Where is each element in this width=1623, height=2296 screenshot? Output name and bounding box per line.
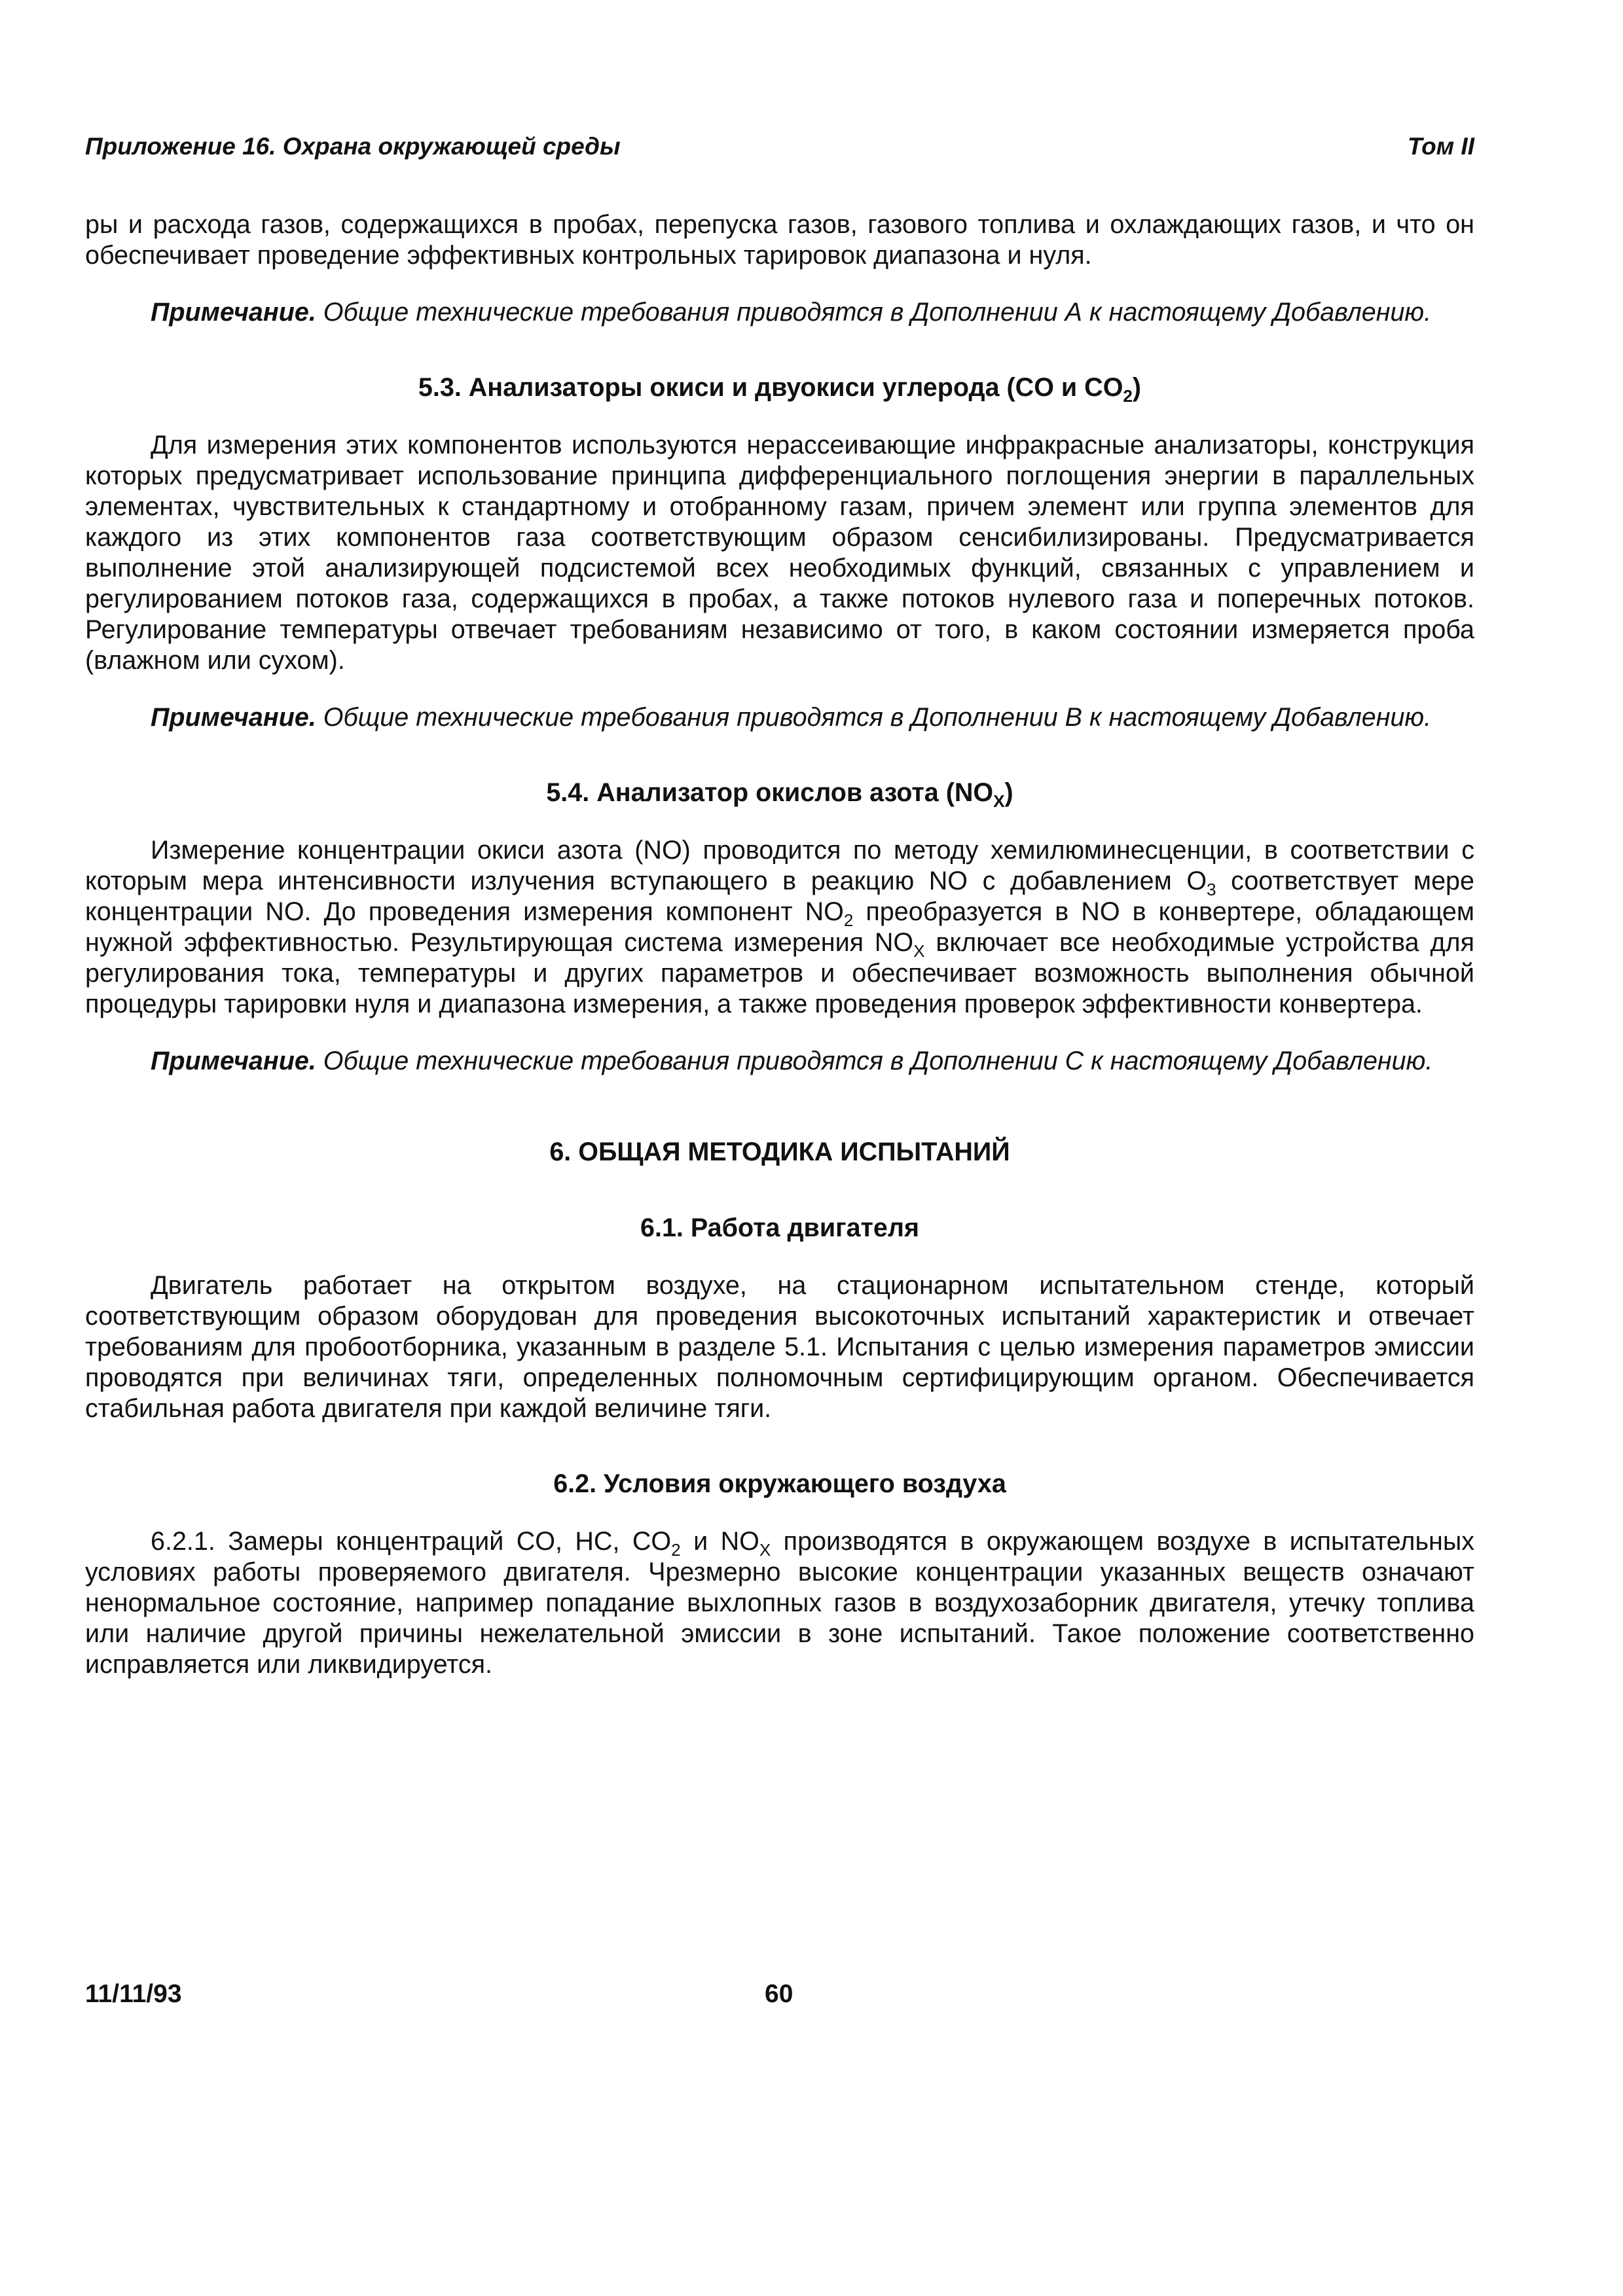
document-page [85, 0, 1474, 2296]
text-run: включает все необходимые устройства для регулирования тока, температуры и других параметров и обеспечивает возможность выполнения обычной процедуры тарировки нуля и диапазона измерения, а также проведения проверок эффективности конвертера. [85, 928, 1474, 1018]
subscript: 2 [843, 910, 854, 931]
section-5-3-title: 5.3. Анализаторы окиси и двуокиси углерода (CO и CO [418, 373, 1123, 402]
section-5-3-title-end: ) [1132, 373, 1142, 402]
text-run: и NO [680, 1527, 759, 1556]
subscript: X [913, 941, 925, 961]
note-label: Примечание. [151, 1047, 316, 1075]
section-5-4-title: 5.4. Анализатор окислов азота (NO [546, 778, 994, 807]
section-5-4-title-end: ) [1004, 778, 1013, 807]
subscript: 3 [1207, 880, 1216, 900]
note-text: Общие технические требования приводятся в Дополнении А к настоящему Добавлению. [323, 298, 1432, 327]
note-text: Общие технические требования приводятся в Дополнении С к настоящему Добавлению. [323, 1047, 1433, 1075]
note-appendix-a [85, 297, 1474, 328]
text-run: соответствует мере концентрации NO. До проведения измерения компонент NO [85, 867, 1474, 926]
section-5-4-heading [85, 776, 1474, 812]
page-number: 60 [765, 1980, 793, 2008]
text-run: Измерение концентрации окиси азота (NO) проводится по методу хемилюминесценции, в соответствии с которым мера интенсивности излучения вступающего в реакцию NO с добавлением O [85, 836, 1474, 895]
subscript: 2 [1123, 386, 1133, 406]
section-6-1-paragraph: Двигатель работает на открытом воздухе, на стационарном испытательном стенде, который соответствующим образом оборудован для проведения высокоточных испытаний характеристик и отвечает требованиям для пробоотборника, указанным в разделе 5.1. Испытания с целью измерения параметров эмиссии проводятся при величинах тяги, определенных полномочным сертифицирующим органом. Обеспечивается стабильная работа двигателя при каждой величине тяги. [85, 1271, 1474, 1423]
section-6-2-heading: 6.2. Условия окружающего воздуха [553, 1469, 1006, 1498]
text-run: 6.2.1. Замеры концентраций CO, HC, CO [151, 1527, 672, 1556]
section-6-1-heading: 6.1. Работа двигателя [640, 1213, 919, 1242]
section-5-3-paragraph: Для измерения этих компонентов используются нерассеивающие инфракрасные анализаторы, конструкция которых предусматривает использование принципа дифференциального поглощения энергии в параллельных элементах, чувствительных к стандартному и отобранному газам, причем элемент или группа элементов для каждого из этих компонентов газа соответствующим образом сенсибилизированы. Предусматривается выполнение этой анализирующей подсистемой всех необходимых функций, связанных с управлением и регулированием потоков газа, содержащихся в пробах, а также потоков нулевого газа и поперечных потоков. Регулирование температуры отвечает требованиям независимо от того, в каком состоянии измеряется проба (влажном или сухом). [85, 431, 1474, 675]
header-appendix-title: Приложение 16. Охрана окружающей среды [85, 133, 621, 160]
header-volume: Том II [1407, 133, 1474, 160]
section-5-4-paragraph [85, 835, 1474, 1020]
text-run: производятся в окружающем воздухе в испытательных условиях работы проверяемого двигателя. Чрезмерно высокие концентрации указанных веществ означают ненормальное состояние, например попадание выхлопных газов в воздухозаборник двигателя, утечку топлива или наличие другой причины нежелательной эмиссии в зоне испытаний. Такое положение соответственно исправляется или ликвидируется. [85, 1527, 1475, 1679]
note-label: Примечание. [151, 298, 316, 327]
section-5-3-heading [85, 371, 1474, 404]
continuation-paragraph: ры и расхода газов, содержащихся в пробах, перепуска газов, газового топлива и охлаждающих газов, и что он обеспечивает проведение эффективных контрольных тарировок диапазона и нуля. [85, 210, 1474, 270]
subscript: 2 [671, 1540, 681, 1560]
section-6-2-1-paragraph [85, 1526, 1474, 1680]
note-label: Примечание. [151, 703, 316, 732]
footer-date: 11/11/93 [85, 1980, 182, 2008]
note-text: Общие технические требования приводятся в Дополнении В к настоящему Добавлению. [323, 703, 1432, 732]
chapter-6-heading: 6. ОБЩАЯ МЕТОДИКА ИСПЫТАНИЙ [549, 1138, 1010, 1166]
note-appendix-c [85, 1046, 1474, 1077]
note-appendix-b [85, 702, 1474, 733]
text-run: преобразуется в NO в конвертере, обладающем нужной эффективностью. Результирующая система измерения NO [85, 897, 1474, 957]
subscript: X [759, 1540, 771, 1560]
running-header [85, 133, 1474, 166]
page-content [85, 209, 1474, 1680]
subscript: X [993, 791, 1005, 812]
